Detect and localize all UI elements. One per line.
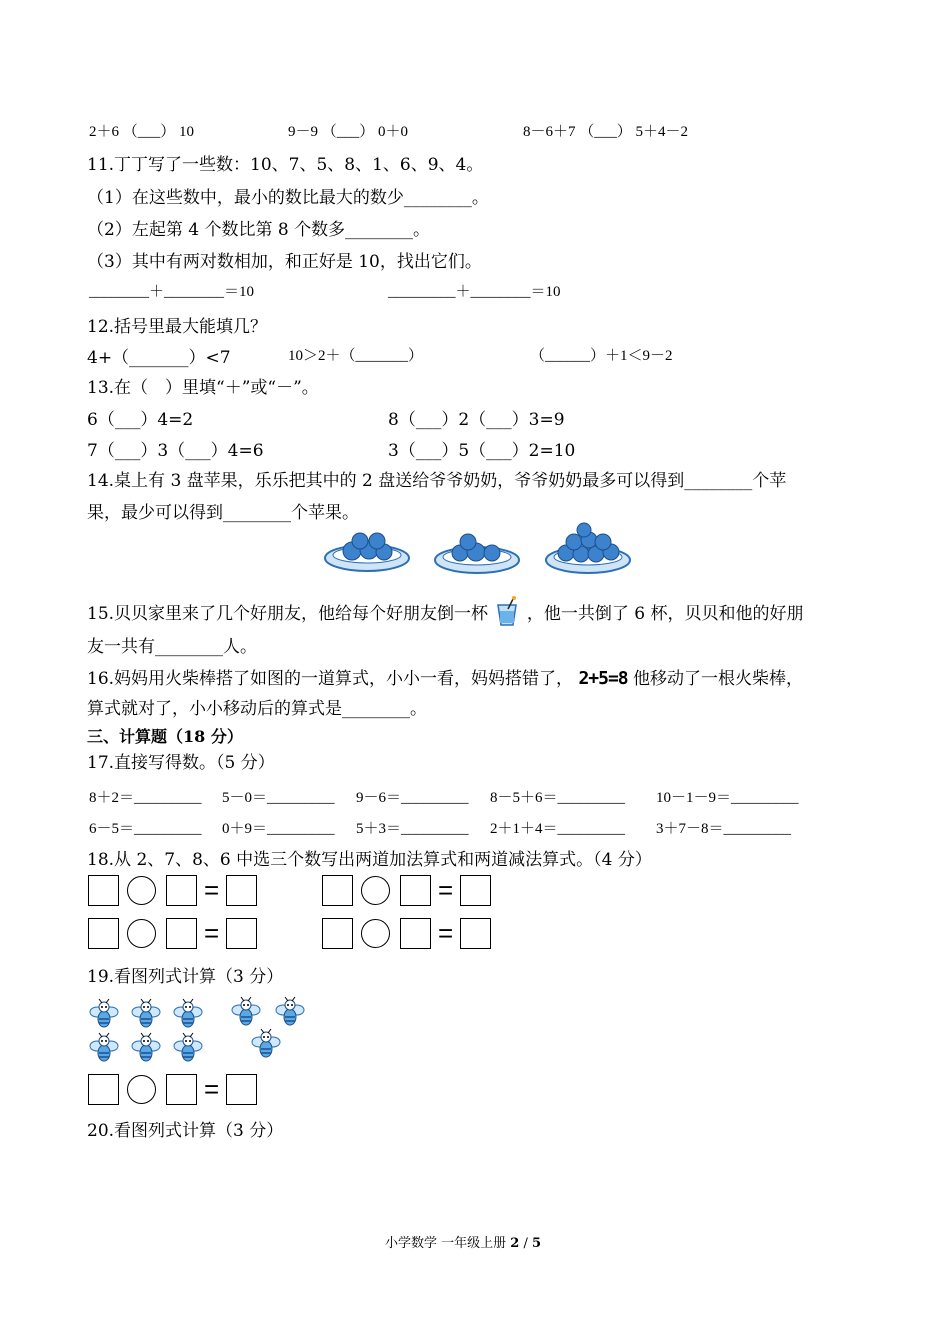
bee-icon <box>90 999 118 1027</box>
q17-r2-1[interactable]: 6－5＝_________ <box>89 821 202 837</box>
q15-line1: 15.贝贝家里来了几个好朋友，他给每个好朋友倒一杯 ，他一共倒了 6 杯，贝贝和他的好朋 <box>87 595 803 627</box>
bee-icon <box>252 1029 280 1057</box>
matchstick-equation: 2+5=8 <box>578 668 628 689</box>
bee-icon <box>90 1033 118 1061</box>
q13-stem: 13.在（ ）里填“＋”或“－”。 <box>87 378 319 398</box>
q18-stem: 18.从 2、7、8、6 中选三个数写出两道加法算式和两道减法算式。（4 分） <box>87 850 652 870</box>
q15-line2[interactable]: 友一共有________人。 <box>87 637 257 657</box>
q18-operator-circle[interactable] <box>127 876 156 905</box>
q11-equation-1[interactable]: ________＋________＝10 <box>89 284 255 300</box>
q11-part3: （3）其中有两对数相加，和正好是 10，找出它们。 <box>87 252 482 272</box>
q18-box[interactable] <box>322 918 353 949</box>
q19-box[interactable] <box>88 1074 119 1105</box>
q10-b: 9－9 （___） 0＋0 <box>288 124 409 140</box>
q17-r2-2[interactable]: 0＋9＝_________ <box>222 821 335 837</box>
q17-r2-4[interactable]: 2＋1＋4＝_________ <box>490 821 626 837</box>
q18-box[interactable] <box>400 918 431 949</box>
q18-box[interactable] <box>322 875 353 906</box>
apple-plate-1 <box>325 533 409 571</box>
q13-b[interactable]: 8（___）2（___）3=9 <box>388 410 565 430</box>
section-3-title: 三、计算题（18 分） <box>87 727 243 746</box>
q10-a-blank[interactable]: （___） <box>122 124 176 140</box>
q19-equals: = <box>204 1074 220 1104</box>
q18-box[interactable] <box>460 875 491 906</box>
q17-r2-3[interactable]: 5＋3＝_________ <box>356 821 469 837</box>
q17-r1-2[interactable]: 5－0＝_________ <box>222 790 335 806</box>
q12-stem: 12.括号里最大能填几？ <box>87 317 268 337</box>
q18-box[interactable] <box>88 918 119 949</box>
apple-plate-3 <box>546 523 630 573</box>
q11-equation-2[interactable]: _________＋________＝10 <box>388 284 561 300</box>
q17-r1-1[interactable]: 8＋2＝_________ <box>89 790 202 806</box>
apple-plate-2 <box>435 534 519 573</box>
q18-box[interactable] <box>88 875 119 906</box>
q17-r1-5[interactable]: 10－1－9＝_________ <box>656 790 799 806</box>
q18-box[interactable] <box>166 875 197 906</box>
q18-equals: = <box>438 875 454 905</box>
q18-operator-circle[interactable] <box>361 876 390 905</box>
q20-stem: 20.看图列式计算（3 分） <box>87 1121 284 1141</box>
q11-part2[interactable]: （2）左起第 4 个数比第 8 个数多________。 <box>87 220 431 240</box>
bee-icon <box>276 997 304 1025</box>
q18-equals: = <box>204 918 220 948</box>
q10-c: 8－6＋7 （___） 5＋4－2 <box>523 124 689 140</box>
q18-box[interactable] <box>166 918 197 949</box>
q18-equals: = <box>438 918 454 948</box>
bee-icon <box>174 1033 202 1061</box>
bee-icon <box>232 997 260 1025</box>
q12-a[interactable]: 4+（_______）<7 <box>87 348 231 368</box>
q13-a[interactable]: 6（___）4=2 <box>87 410 194 430</box>
q19-stem: 19.看图列式计算（3 分） <box>87 967 284 987</box>
bee-icon <box>174 999 202 1027</box>
q18-operator-circle[interactable] <box>361 919 390 948</box>
q12-b[interactable]: 10＞2＋（_______） <box>288 348 424 364</box>
page-footer: 小学数学 一年级上册 2 / 5 <box>385 1236 542 1251</box>
q19-operator-circle[interactable] <box>127 1075 156 1104</box>
q18-operator-circle[interactable] <box>127 919 156 948</box>
q18-box[interactable] <box>400 875 431 906</box>
q17-r1-4[interactable]: 8－5＋6＝_________ <box>490 790 626 806</box>
q18-box[interactable] <box>226 875 257 906</box>
q17-stem: 17.直接写得数。（5 分） <box>87 753 275 773</box>
bee-icon <box>132 1033 160 1061</box>
q16-line2[interactable]: 算式就对了，小小移动后的算式是________。 <box>87 699 427 719</box>
page-number: 2 <box>510 1236 520 1251</box>
q18-equals: = <box>204 875 220 905</box>
q10-a: 2＋6 （___） 10 <box>89 124 195 140</box>
apple-plates-figure <box>322 522 642 582</box>
q14-line1[interactable]: 14.桌上有 3 盘苹果，乐乐把其中的 2 盘送给爷爷奶奶，爷爷奶奶最多可以得到________个苹 <box>87 471 787 491</box>
q10-c-blank[interactable]: （___） <box>579 124 632 140</box>
q19-box[interactable] <box>166 1074 197 1105</box>
q14-line2[interactable]: 果，最少可以得到________个苹果。 <box>87 503 359 523</box>
q16-line1: 16.妈妈用火柴棒搭了如图的一道算式，小小一看，妈妈搭错了， 2+5=8 他移动了一根火柴棒， <box>87 668 804 689</box>
q18-box[interactable] <box>226 918 257 949</box>
q12-c[interactable]: （______）＋1＜9－2 <box>530 348 673 364</box>
q17-r1-3[interactable]: 9－6＝_________ <box>356 790 469 806</box>
q17-r2-5[interactable]: 3＋7－8＝_________ <box>656 821 792 837</box>
q19-box[interactable] <box>226 1074 257 1105</box>
page-total: 5 <box>532 1236 542 1251</box>
bee-icon <box>132 999 160 1027</box>
cup-icon <box>493 595 521 627</box>
q18-box[interactable] <box>460 918 491 949</box>
q13-c[interactable]: 7（___）3（___）4=6 <box>87 441 264 461</box>
q11-stem: 11.丁丁写了一些数：10、7、5、8、1、6、9、4。 <box>87 155 484 175</box>
q11-part1[interactable]: （1）在这些数中，最小的数比最大的数少________。 <box>87 188 489 208</box>
q10-b-blank[interactable]: （___） <box>321 124 375 140</box>
q13-d[interactable]: 3（___）5（___）2=10 <box>388 441 576 461</box>
bees-figure <box>84 994 314 1066</box>
